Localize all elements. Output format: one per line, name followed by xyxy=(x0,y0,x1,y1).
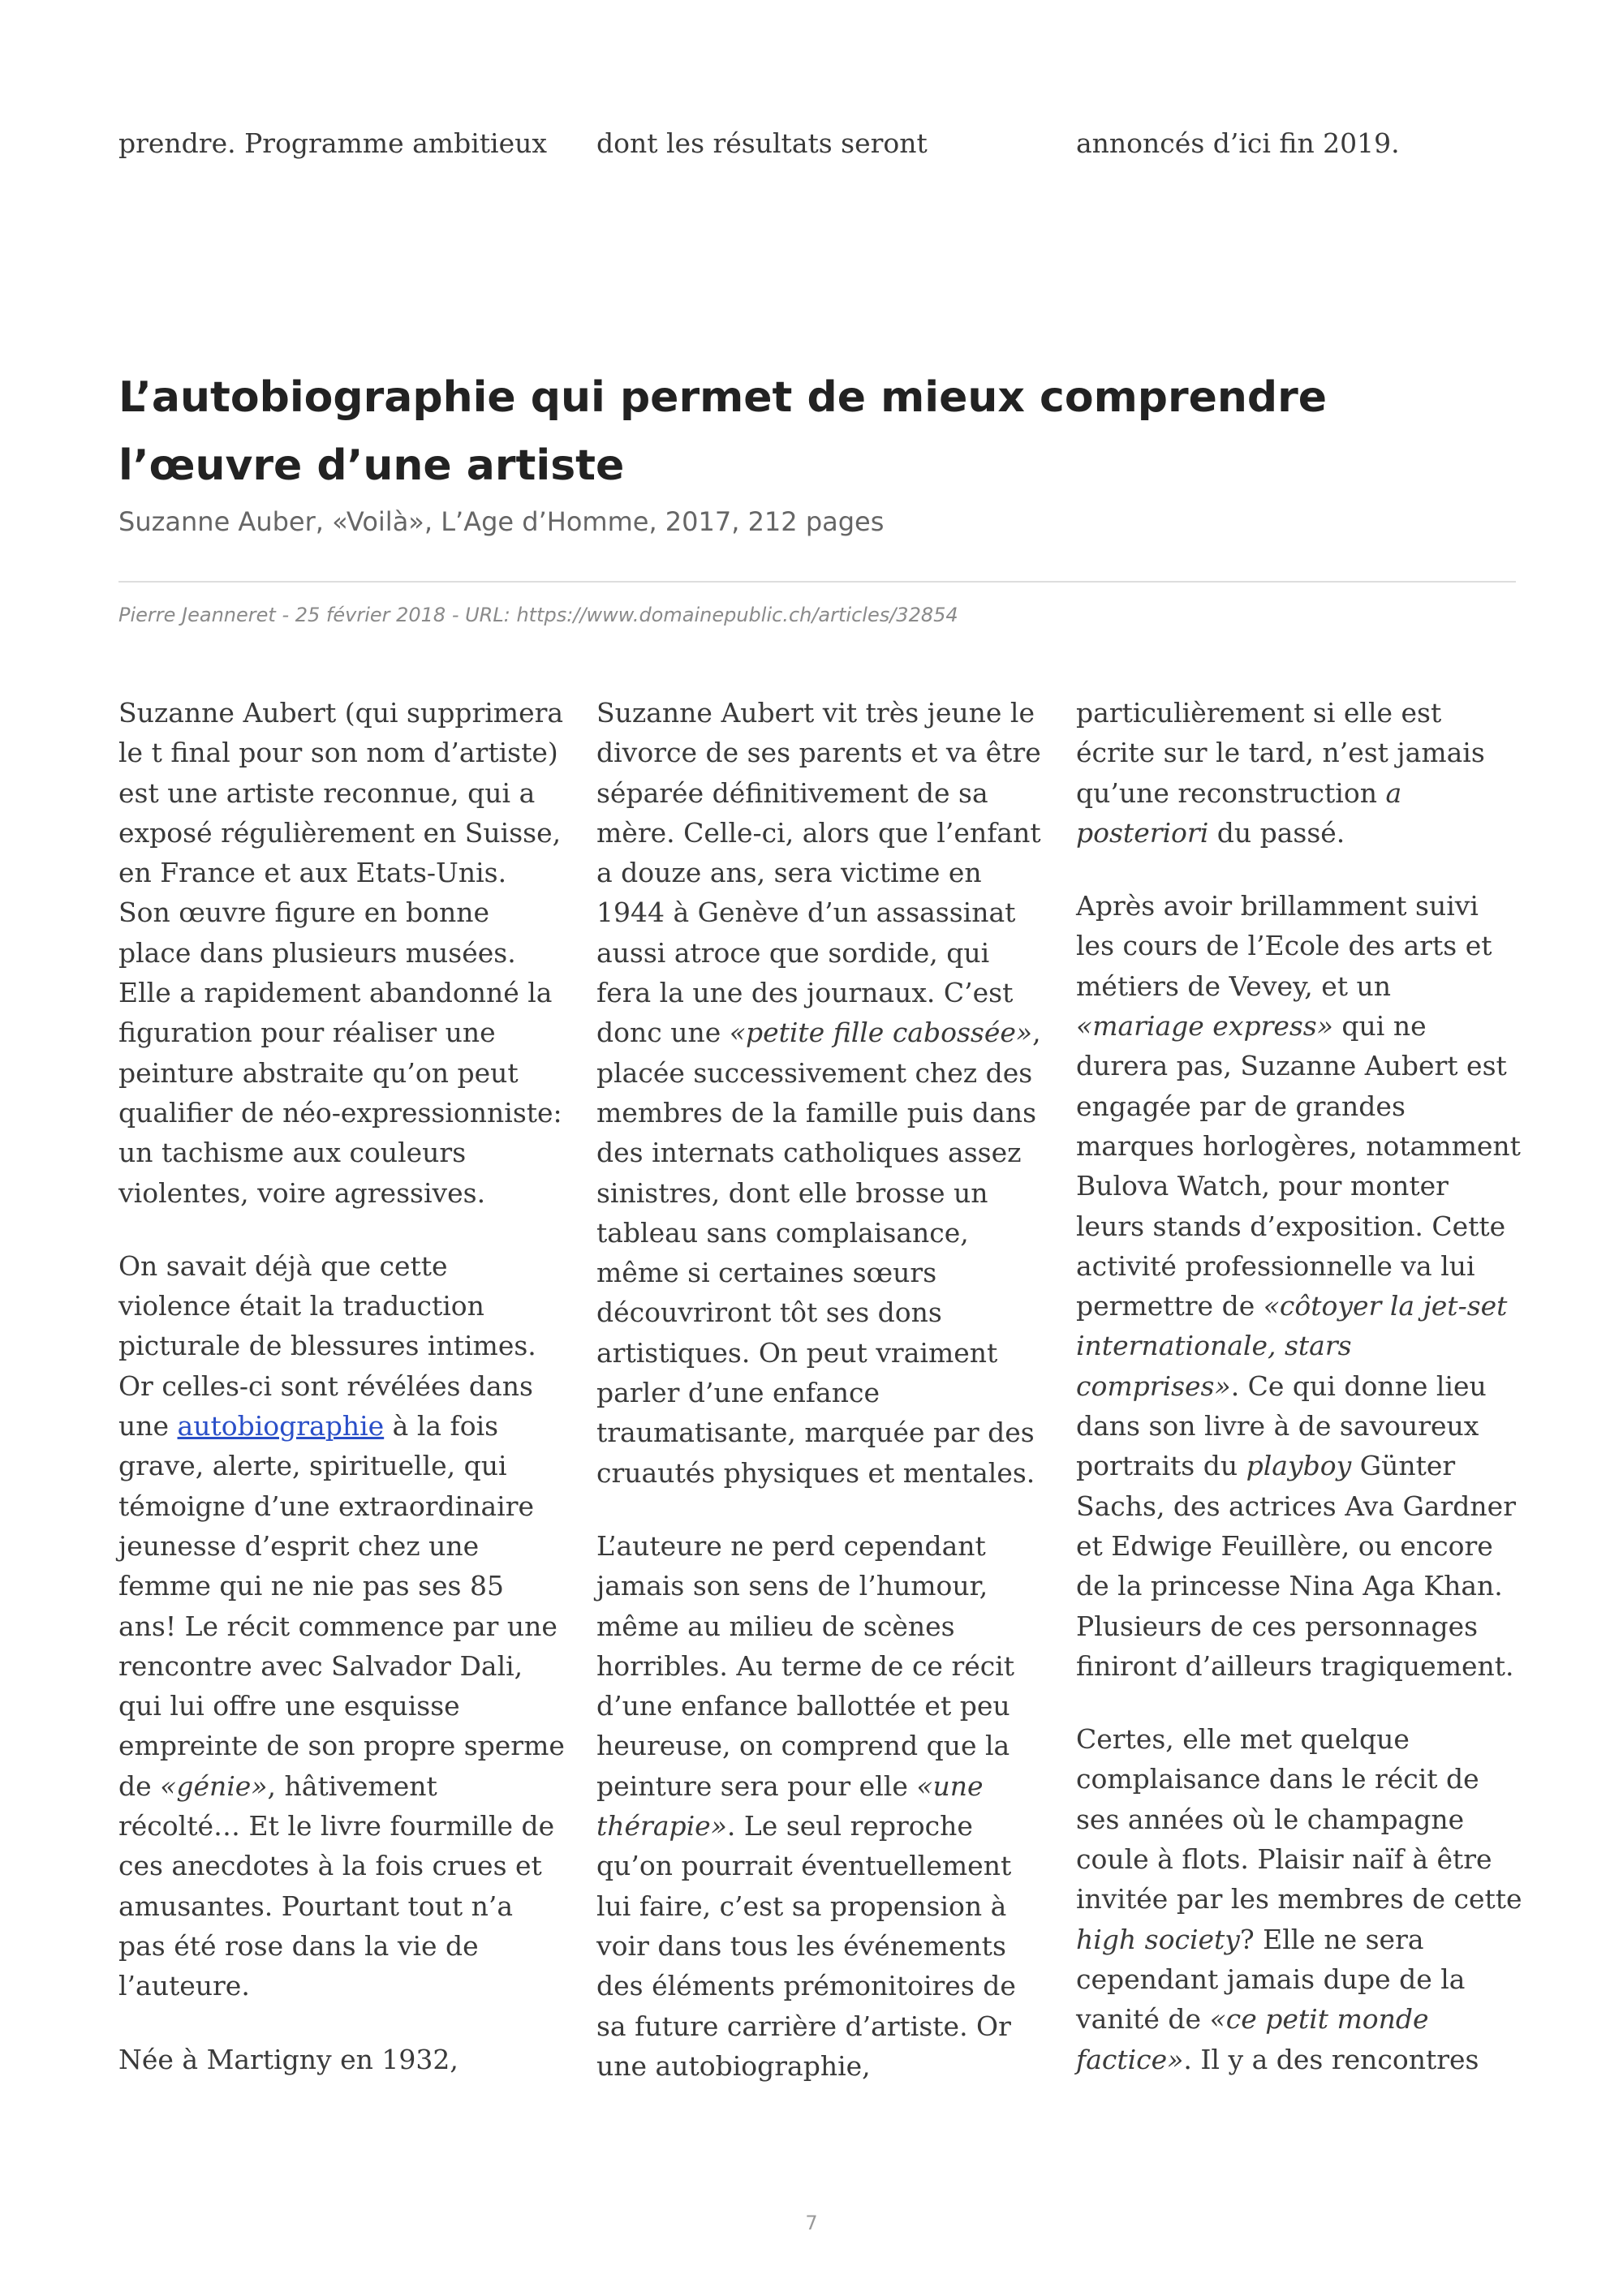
paragraph xyxy=(596,1526,1043,2086)
emphasis: «côtoyer la jet-set internationale, stars comprises» xyxy=(1076,1290,1508,1402)
text-run: Certes, elle met quelque complaisance dans le récit de ses années où le champagne coule à flots. Plaisir naïf à être invitée par les membres de cette xyxy=(1076,1723,1522,1915)
text-column-1 xyxy=(118,693,565,2079)
emphasis: «petite fille cabossée» xyxy=(729,1017,1033,1049)
text-run: , placée successivement chez des membres de la famille puis dans des internats catholiques assez sinistres, dont elle brosse un tableau sans complaisance, même si certaines sœurs découvriront tôt ses dons artistiques. On peut vraiment parler d’une enfance traumatisante, marquée par des cruautés physiques et mentales. xyxy=(596,1017,1041,1489)
emphasis: playboy xyxy=(1246,1450,1352,1482)
text-run: Suzanne Aubert vit très jeune le divorce de ses parents et va être séparée définitivement de sa mère. Celle-ci, alors que l’enfant a douze ans, sera victime en 1944 à Genève d’un assassinat aussi atroce que sordide, qui fera la une des journaux. C’est donc une xyxy=(596,697,1041,1049)
paragraph xyxy=(596,693,1043,1493)
previous-article-fragment: prendre. Programme ambitieux xyxy=(118,127,547,159)
emphasis: «ce petit monde factice» xyxy=(1076,2003,1429,2075)
text-run: . Le seul reproche qu’on pourrait éventuellement lui faire, c’est sa propension à voir dans tous les événements des éléments prémonitoires de sa future carrière d’artiste. Or une autobiographie, xyxy=(596,1810,1016,2082)
emphasis: «une thérapie» xyxy=(596,1769,984,1842)
emphasis: a posteriori xyxy=(1076,776,1402,849)
emphasis: «génie» xyxy=(160,1769,268,1802)
text-run: du passé. xyxy=(1208,816,1345,849)
article-title: L’autobiographie qui permet de mieux comprendre l’œuvre d’une artiste xyxy=(118,373,1328,490)
paragraph: Suzanne Aubert (qui supprimera le t final pour son nom d’artiste) est une artiste reconnue, qui a exposé régulièrement en Suisse, en France et aux Etats-Unis. Son œuvre figure en bonne place dans plusieurs musées. Elle a rapidement abandonné la figuration pour réaliser une peinture abstraite qu’on peut qualifier de néo-expressionniste: un tachisme aux couleurs violentes, voire agressives. xyxy=(118,697,564,1209)
article-subtitle: Suzanne Auber, «Voilà», L’Age d’Homme, 2017, 212 pages xyxy=(118,506,885,537)
text-run: . Ce qui donne lieu dans son livre à de savoureux portraits du xyxy=(1076,1369,1487,1482)
emphasis: «mariage express» xyxy=(1076,1010,1333,1043)
paragraph xyxy=(118,1246,565,2006)
autobiographie-link[interactable]: autobiographie xyxy=(177,1410,385,1443)
text-run: Günter Sachs, des actrices Ava Gardner et Edwige Feuillère, ou encore de la princesse Nina Aga Khan. Plusieurs de ces personnages finiront d’ailleurs tragiquement. xyxy=(1076,1450,1516,1682)
paragraph xyxy=(1076,1719,1522,2079)
page-number: 7 xyxy=(805,2212,818,2234)
previous-article-fragment: dont les résultats seront xyxy=(596,127,928,159)
text-run: à la fois grave, alerte, spirituelle, qui témoigne d’une extraordinaire jeunesse d’esprit chez une femme qui ne nie pas ses 85 ans! Le récit commence par une rencontre avec Salvador Dali, qui lui offre une esquisse empreinte de son propre sperme de xyxy=(118,1410,565,1802)
emphasis: high society xyxy=(1076,1923,1240,1955)
text-run: , hâtivement récolté… Et le livre fourmille de ces anecdotes à la fois crues et amusantes. Pourtant tout n’a pas été rose dans la vie de l’auteure. xyxy=(118,1769,555,2002)
article-meta: Pierre Jeanneret - 25 février 2018 - URL: https://www.domainepublic.ch/articles/32854 xyxy=(118,604,958,626)
text-run: . Il y a des rencontres xyxy=(1183,2043,1479,2075)
text-run: Après avoir brillamment suivi les cours de l’Ecole des arts et métiers de Vevey, et un xyxy=(1076,890,1492,1002)
text-column-3 xyxy=(1076,693,1522,2079)
paragraph: Née à Martigny en 1932, xyxy=(118,2043,458,2075)
paragraph xyxy=(1076,693,1522,853)
paragraph xyxy=(1076,886,1522,1686)
text-run: ? Elle ne sera cependant jamais dupe de la vanité de xyxy=(1076,1923,1466,2036)
previous-article-fragment: annoncés d’ici fin 2019. xyxy=(1076,127,1400,159)
text-run: L’auteure ne perd cependant jamais son sens de l’humour, même au milieu de scènes horribles. Au terme de ce récit d’une enfance ballottée et peu heureuse, on comprend que la peinture sera pour elle xyxy=(596,1529,1015,1802)
text-run: particulièrement si elle est écrite sur le tard, n’est jamais qu’une reconstruction xyxy=(1076,697,1485,809)
text-run: On savait déjà que cette violence était la traduction picturale de blessures intimes. Or celles-ci sont révélées dans une xyxy=(118,1249,536,1443)
text-run: qui ne durera pas, Suzanne Aubert est engagée par de grandes marques horlogères, notamment Bulova Watch, pour monter leurs stands d’exposition. Cette activité professionnelle va lui permettre de xyxy=(1076,1010,1521,1322)
divider xyxy=(118,581,1516,583)
text-column-2 xyxy=(596,693,1043,2086)
